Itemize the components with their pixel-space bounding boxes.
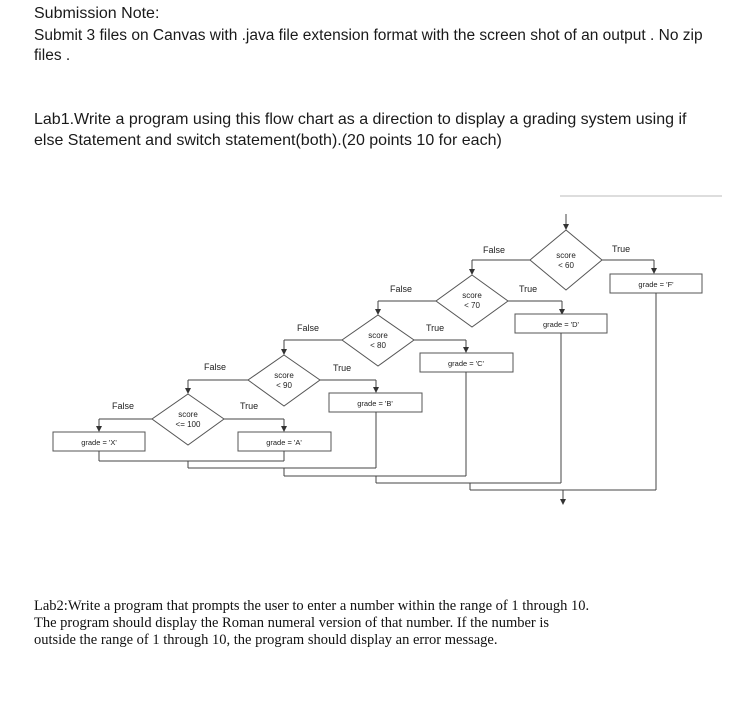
assign-grade-F-text: grade = 'F' xyxy=(638,280,674,289)
assign-grade-C-text: grade = 'C' xyxy=(447,359,485,368)
decision-score-lt-70-op: < 70 xyxy=(464,301,480,310)
label-false-70: False xyxy=(390,284,413,294)
label-true-70: True xyxy=(519,284,538,294)
label-false-90: False xyxy=(204,362,227,372)
submission-text: Submit 3 files on Canvas with .java file extension format with the screen shot of an output . No zip files . xyxy=(34,27,703,64)
decision-score-lt-70-text: score xyxy=(462,291,482,300)
grading-flowchart xyxy=(0,180,749,520)
lab1-instructions: Lab1.Write a program using this flow chart as a direction to display a grading system using if else Statement and switch statement(both).(20 points 10 for each) xyxy=(34,111,687,149)
label-false-60: False xyxy=(483,245,506,255)
label-false-80: False xyxy=(297,323,320,333)
lab2-instructions: Lab2:Write a program that prompts the user to enter a number within the range of 1 through 10. The program should display the Roman numeral version of that number. If the number is outside the range of 1 through 10, the program should display an error message. xyxy=(34,598,590,648)
label-true-60: True xyxy=(612,244,631,254)
decision-score-lt-90-text: score xyxy=(274,371,294,380)
decision-score-le-100-op: <= 100 xyxy=(175,420,201,429)
decision-score-lt-60 xyxy=(530,230,602,290)
decision-score-le-100-text: score xyxy=(178,410,198,419)
assign-grade-B-text: grade = 'B' xyxy=(357,399,393,408)
assign-grade-A-text: grade = 'A' xyxy=(266,438,302,447)
label-false-100: False xyxy=(112,401,135,411)
label-true-90: True xyxy=(333,363,352,373)
decision-score-lt-80-text: score xyxy=(368,331,388,340)
label-true-100: True xyxy=(240,401,259,411)
decision-score-lt-90-op: < 90 xyxy=(276,381,292,390)
submission-heading: Submission Note: xyxy=(34,5,160,22)
decision-score-lt-60-op: < 60 xyxy=(558,261,574,270)
assign-grade-D-text: grade = 'D' xyxy=(542,320,580,329)
assign-grade-X-text: grade = 'X' xyxy=(81,438,117,447)
label-true-80: True xyxy=(426,323,445,333)
decision-score-lt-60-text: score xyxy=(556,251,576,260)
decision-score-lt-80-op: < 80 xyxy=(370,341,386,350)
